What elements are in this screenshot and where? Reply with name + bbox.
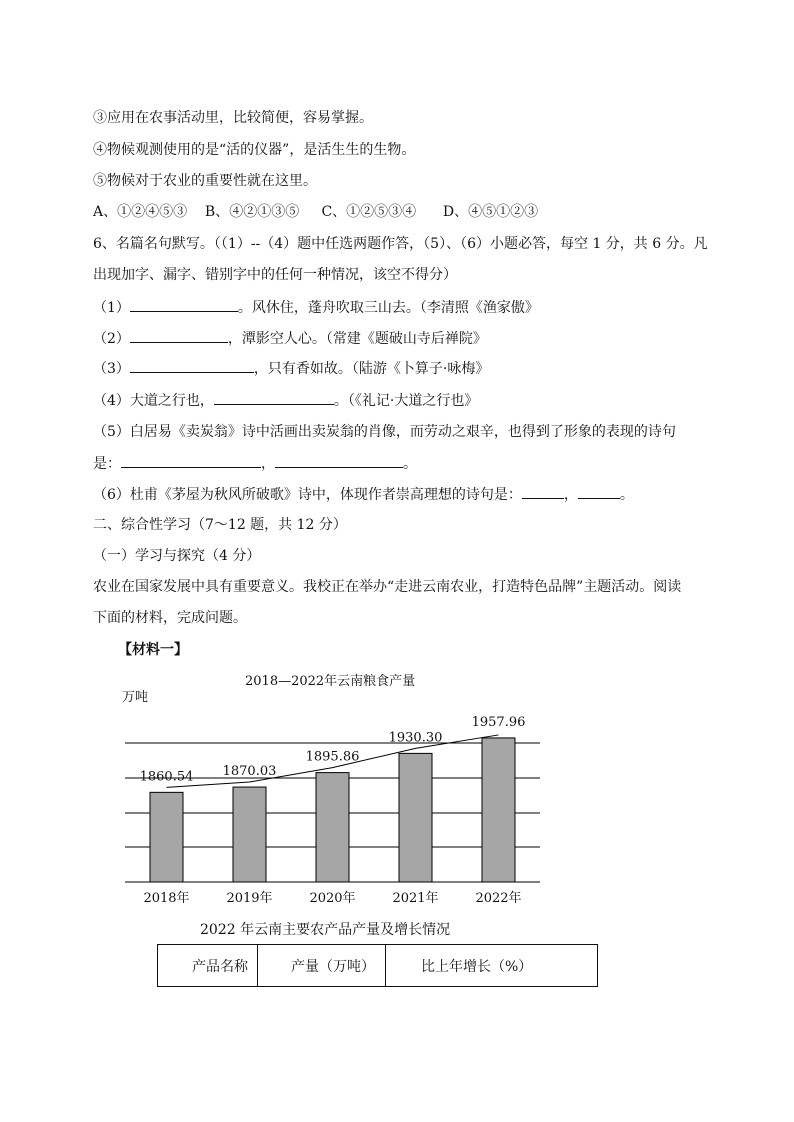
option-line-4: ④物候观测使用的是“活的仪器”，是活生生的生物。	[93, 142, 416, 158]
fill-item-5-comma: ，	[261, 456, 275, 472]
fill-item-2-text: ，潭影空人心。（常建《题破山寺后禅院》	[227, 331, 487, 347]
subsection-title: （一）学习与探究（4 分）	[93, 548, 261, 564]
intro-line-1: 农业在国家发展中具有重要意义。我校正在举办“走进云南农业，打造特色品牌”主题活动。阅读	[93, 579, 682, 595]
fill-item-3-text: ，只有香如故。（陆游《卜算子·咏梅》	[253, 361, 490, 377]
header-product-name: 产品名称	[158, 945, 258, 987]
answer-choices: A、①②④⑤③ B、④②①③⑤ C、①②⑤③④ D、④⑤①②③	[93, 204, 539, 220]
data-label: 1957.96	[471, 714, 526, 730]
x-tick-label: 2020年	[309, 891, 356, 906]
header-output: 产量（万吨）	[258, 945, 386, 987]
data-label: 1895.86	[305, 749, 360, 765]
fill-item-5-end: 。	[403, 456, 417, 472]
intro-line-2: 下面的材料，完成问题。	[93, 610, 247, 626]
bar-2021年	[399, 753, 432, 882]
fill-item-1-number: （1）	[93, 300, 130, 316]
fill-item-6-text: （6）杜甫《茅屋为秋风所破歌》诗中，体现作者崇高理想的诗句是：	[93, 487, 522, 503]
table-title: 2022 年云南主要农产品产量及增长情况	[200, 922, 451, 938]
option-line-5: ⑤物候对于农业的重要性就在这里。	[93, 173, 317, 189]
chart-title: 2018—2022年云南粮食产量	[245, 674, 416, 689]
bar-2022年	[482, 738, 515, 882]
fill-item-6-end: 。	[619, 487, 634, 503]
fill-item-3-number: （3）	[93, 361, 130, 377]
products-table	[157, 944, 598, 987]
data-label: 1930.30	[388, 730, 443, 746]
x-tick-label: 2022年	[475, 891, 522, 906]
data-label: 1860.54	[139, 769, 194, 785]
x-tick-label: 2019年	[226, 891, 273, 906]
bar-2018年	[150, 792, 183, 882]
table-header-row	[158, 945, 598, 987]
fill-item-1-text: 。风休住，蓬舟吹取三山去。（李清照《渔家傲》	[237, 300, 539, 316]
x-tick-label: 2018年	[143, 891, 190, 906]
question-6-instructions: 6、名篇名句默写。（（1）--（4）题中任选两题作答，（5）、（6）小题必答，每空 1 分，共 6 分。凡	[93, 236, 708, 252]
data-label: 1870.03	[222, 764, 277, 780]
chart-y-axis-label: 万吨	[122, 690, 149, 705]
fill-item-6-comma: ，	[563, 487, 578, 503]
fill-item-2-number: （2）	[93, 331, 130, 347]
fill-item-4-text-before: （4）大道之行也，	[93, 393, 214, 409]
header-growth: 比上年增长（%）	[386, 945, 598, 987]
section-title: 二、综合性学习（7～12 题，共 12 分）	[93, 517, 347, 533]
bar-2020年	[316, 773, 349, 882]
fill-item-4-text: 。（《礼记·大道之行也》	[333, 393, 479, 409]
question-6-instructions-cont: 出现加字、漏字、错别字中的任何一种情况，该空不得分）	[93, 267, 457, 283]
fill-item-5-question: （5）白居易《卖炭翁》诗中活画出卖炭翁的肖像，而劳动之艰辛，也得到了形象的表现的诗句	[93, 424, 676, 440]
material-label: 【材料一】	[118, 642, 188, 658]
fill-item-5-prefix: 是：	[93, 456, 121, 472]
option-line-3: ③应用在农事活动里，比较简便，容易掌握。	[93, 110, 373, 126]
x-tick-label: 2021年	[392, 891, 439, 906]
bar-2019年	[233, 787, 266, 882]
